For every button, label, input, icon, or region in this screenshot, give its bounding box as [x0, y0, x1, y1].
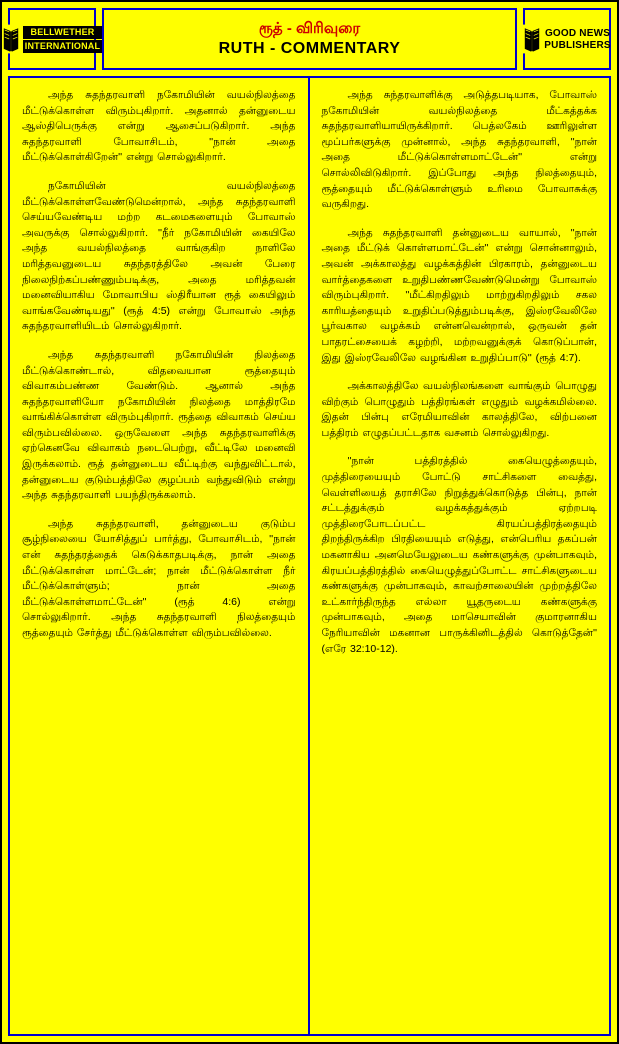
paragraph: ''நான் பத்திரத்தில் கையெழுத்தையும், முத்திரையையும் போட்டு சாட்சிகளை வைத்து, வெள்ளியைத் தராசிலே நிறுத்துக்கொடுத்த பின்பு, நான் சட்டத்துக்கும் வழக்கத்துக்கும் ஏற்றபடி முத்திரைபோடப்பட்ட கிரயப்பத்திரத்தையும் திறந்திருக்கிற பிரதியையும் எடுத்து, என்பெரிய தகப்பன் மகனாகிய அனமெயேலுடைய கண்களுக்கு முன்பாகவும், கிரயப்பத்திரத்தில் கையெழுத்துப்போட்ட சாட்சிகளுடைய கண்களுக்கு முன்பாகவும், காவற்சாலையின் முற்றத்திலே உட்கார்ந்திருந்த எல்லா யூதருடைய கண்களுக்கு முன்பாகவும், அதை மாசெயாவின் குமாரனாகிய நேரியாவின் மகனான பாருக்கினிடத்தில் கொடுத்தேன்'' (எரே 32:10-12). — [321, 455, 597, 655]
bellwether-international-logo — [8, 8, 101, 70]
paragraph: அந்த சுதந்தரவாளி நகோமியின் நிலத்தை மீட்டுக்கொண்டால், விதவையான ரூத்தையும் விவாகம்பண்ண வேண்டும். ஆனால் அந்த சுதந்தரவாளியோ நகோமியின் நிலத்தை மாத்திரமே வாங்கிக்கொள்ள விரும்புகிறார். ரூத்தை விவாகம் செய்ய விரும்பவில்லை. ஒருவேளை அந்த சுதந்தரவாளிக்கு ஏற்கெனவே விவாகம் நடைபெற்று, வீட்டிலே மனைவி இருக்கலாம். ரூத் தன்னுடைய வீட்டிற்கு வந்துவிட்டால், தன்னுடைய குடும்பத்திலே குழப்பம் வந்துவிடும் என்று அந்த சுதந்தரவாளி பயந்திருக்கலாம். — [22, 348, 296, 502]
right-column — [310, 78, 610, 1034]
page-title-english: RUTH - COMMENTARY — [218, 40, 401, 57]
paragraph: அந்த சுதந்தரவாளி நகோமியின் வயல்நிலத்தை மீட்டுக்கொள்ள விரும்புகிறார். அதனால் தன்னுடைய ஆஸ்திபெருக்கு என்று ஆசைப்படுகிறார். அந்த சுதந்தரவாளி போவாசிடம், ''நான் அதை மீட்டுக்கொள்கிறேன்'' என்று சொல்லுகிறார். — [22, 89, 296, 164]
logo-line-2: INTERNATIONAL — [24, 40, 101, 51]
logo-line-1: BELLWETHER — [23, 26, 102, 39]
page-title-tamil: ரூத் - விரிவுரை — [258, 20, 361, 37]
left-column — [10, 78, 310, 1034]
paragraph: அக்காலத்திலே வயல்நிலங்களை வாங்கும் பொழுது விற்கும் பொழுதும் பத்திரங்கள் எழுதும் வழக்கமில்லை. இதன் பின்பு எரேமியாவின் காலத்திலே, விற்பனை பத்திரம் எழுதப்பட்டதாக வசனம் சொல்லுகிறது. — [321, 380, 597, 439]
paragraph: நகோமியின் வயல்நிலத்தை மீட்டுக்கொள்ளவேண்டுமென்றால், அந்த சுதந்தரவாளி செய்யவேண்டிய மற்ற கடமைகளையும் போவாஸ் அவருக்கு சொல்லுகிறார். ''நீர் நகோமியின் கையிலே அந்த வயல்நிலத்தை வாங்குகிற நாளிலே மரித்தவனுடைய சுதந்தரத்திலே அவன் பேரை நிலைநிற்கப்பண்ணும்படிக்கு, அதை மரித்தவன் மனைவியாகிய மோவாபிய ஸ்திரீயான ரூத் கையிலும் வாங்கவேண்டியது'' (ரூத் 4:5) என்று போவாஸ் அந்த சுதந்தரவாளியிடம் சொல்லுகிறார். — [22, 179, 296, 333]
logo-line-2: PUBLISHERS — [544, 39, 611, 51]
paragraph: அந்த சுதந்தரவாளி தன்னுடைய வாயால், ''நான் அதை மீட்டுக் கொள்ளமாட்டேன்'' என்று சொன்னாலும், அவன் அக்காலத்து வழக்கத்தின் பிரகாரம், தன்னுடைய வார்த்தைகளை உறுதிபண்ணவேண்டுமென்று போவாஸ் விரும்புகிறார். ''மீட்கிறதிலும் மாற்றுகிறதிலும் சகல காரியத்தையும் உறுதிப்படுத்தும்படிக்கு, இஸ்ரவேலிலே பூர்வகால வழக்கம் என்னவென்றால், ஒருவன் தன் பாதரட்சையைக் கழற்றி, மற்றவனுக்குக் கொடுப்பான், இது இஸ்ரவேலிலே வழங்கின உறுதிப்பாடு'' (ரூத் 4:7). — [321, 226, 597, 364]
good-news-publishers-logo — [523, 8, 611, 70]
logo-line-1: GOOD NEWS — [544, 27, 611, 39]
paragraph: அந்த சுந்தரவாளிக்கு அடுத்தபடியாக, போவாஸ் நகோமியின் வயல்நிலத்தை மீட்கத்தக்க சுதந்தரவாளியாயிருக்கிறார். பெத்லகேம் ஊரிலுள்ள மூப்பர்களுக்கு முன்னால், அந்த சுதந்தரவாளி, ''நான் அதை மீட்டுக்கொள்ளமாட்டேன்'' என்று சொல்லிவிடுகிறார். இப்போது அந்த நிலத்தையும், ரூத்தையும் மீட்டுக்கொள்ளும் உரிமை போவாசுக்கு வருகிறது. — [321, 89, 597, 211]
body-columns — [8, 76, 611, 1036]
paragraph: அந்த சுதந்தரவாளி, தன்னுடைய குடும்ப சூழ்நிலையை யோசித்துப் பார்த்து, போவாசிடம், ''நான் என் சுதந்தரத்தைக் கெடுக்காதபடிக்கு, நான் அதை மீட்டுக்கொள்ள மாட்டேன்; நான் மீட்டுக்கொள்ள நீர் மீட்டுக்கொள்ளும்; நான் அதை மீட்டுக்கொள்ளமாட்டேன்'' (ரூத் 4:6) என்று சொல்லுகிறார். அந்த சுதந்தரவாளி நிலத்தையும் ரூத்தையும் சேர்த்து மீட்டுக்கொள்ள விரும்பவில்லை. — [22, 517, 296, 639]
page-header — [8, 8, 611, 70]
page-title — [102, 8, 517, 70]
open-book-icon — [523, 24, 541, 54]
open-book-icon — [2, 24, 20, 54]
